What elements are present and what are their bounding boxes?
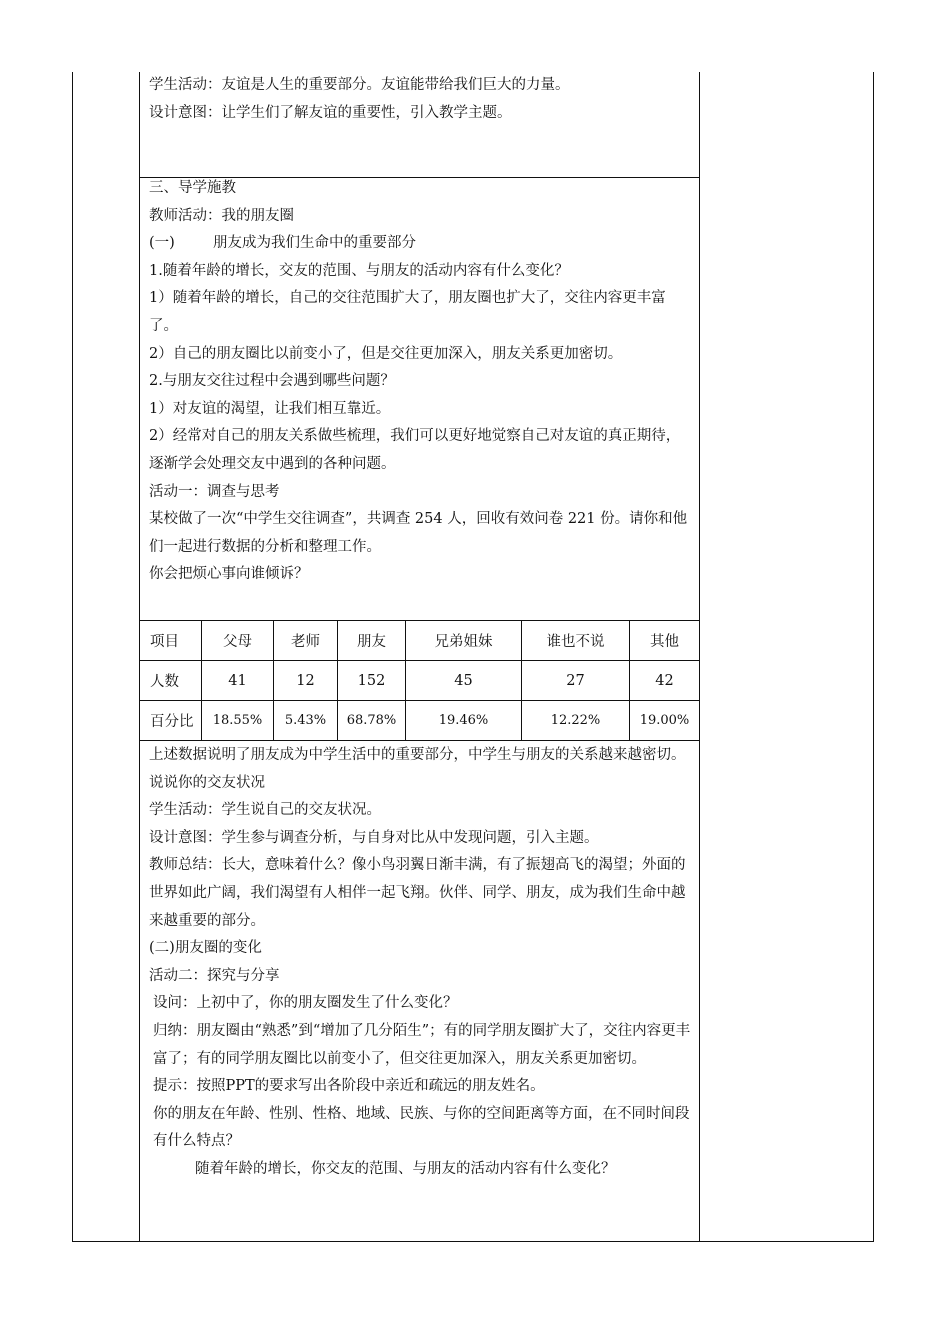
subsection-text: 朋友成为我们生命中的重要部分 xyxy=(213,235,416,252)
table-header-cell: 谁也不说 xyxy=(522,621,630,661)
table-header-cell: 其他 xyxy=(630,621,700,661)
table-header-cell: 朋友 xyxy=(338,621,406,661)
section-analysis xyxy=(149,742,693,1184)
table-cell: 人数 xyxy=(140,661,202,701)
table-cell: 42 xyxy=(630,661,700,701)
table-header-cell: 父母 xyxy=(202,621,274,661)
lesson-plan-table xyxy=(72,72,874,1242)
table-cell: 12.22% xyxy=(522,701,630,741)
survey-table xyxy=(139,620,700,741)
survey-intro: 某校做了一次“中学生交往调查”，共调查 254 人，回收有效问卷 221 份。请你和他们一起进行数据的分析和整理工作。 xyxy=(149,511,688,555)
table-header-row xyxy=(140,621,700,661)
summary-text: 归纳：朋友圈由“熟悉”到“增加了几分陌生”；有的同学朋友圈扩大了，交往内容更丰富了；有的同学朋友圈比以前变小了，但交往更加深入，朋友关系更加密切。 xyxy=(153,1022,691,1067)
student-activity-line: 学生活动：友谊是人生的重要部分。友谊能带给我们巨大的力量。 xyxy=(149,77,570,93)
table-cell: 68.78% xyxy=(338,701,406,741)
table-header-cell: 老师 xyxy=(274,621,338,661)
design-intent-line: 设计意图：让学生们了解友谊的重要性，引入教学主题。 xyxy=(149,104,512,121)
teacher-summary: 教师总结：长大，意味着什么？像小鸟羽翼日渐丰满，有了振翅高飞的渴望；外面的世界如此广阔，我们渴望有人相伴一起飞翔。伙伴、同学、朋友，成为我们生命中越来越重要的部分。 xyxy=(149,857,686,929)
activity-1-title: 活动一：调查与思考 xyxy=(149,483,280,500)
features-question: 你的朋友在年龄、性别、性格、地域、民族、与你的空间距离等方面，在不同时间段有什么特点？ xyxy=(153,1105,690,1150)
table-row xyxy=(140,701,700,741)
question-1: 1.随着年龄的增长，交友的范围、与朋友的活动内容有什么变化？ xyxy=(149,262,569,279)
data-conclusion: 上述数据说明了朋友成为中学生活中的重要部分，中学生与朋友的关系越来越密切。说说你的交友状况 xyxy=(149,747,686,791)
answer-2-1: 1）对友谊的渴望，让我们相互靠近。 xyxy=(149,400,391,417)
table-cell: 152 xyxy=(338,661,406,701)
answer-1-1: 1）随着年龄的增长，自己的交往范围扩大了，朋友圈也扩大了，交往内容更丰富了。 xyxy=(149,290,666,334)
question-2: 2.与朋友交往过程中会遇到哪些问题？ xyxy=(149,373,395,390)
table-cell: 41 xyxy=(202,661,274,701)
subsection-2-title: (二)朋友圈的变化 xyxy=(149,940,262,957)
table-cell: 27 xyxy=(522,661,630,701)
table-cell: 5.43% xyxy=(274,701,338,741)
table-cell: 百分比 xyxy=(140,701,202,741)
table-cell: 19.46% xyxy=(406,701,522,741)
table-header-cell: 兄弟姐妹 xyxy=(406,621,522,661)
table-row xyxy=(140,661,700,701)
student-activity: 学生活动：学生说自己的交友状况。 xyxy=(149,802,381,819)
subsection-title xyxy=(149,230,693,258)
table-cell: 19.00% xyxy=(630,701,700,741)
activity-2-title: 活动二：探究与分享 xyxy=(149,967,280,984)
answer-2-2: 2）经常对自己的朋友关系做些梳理，我们可以更好地觉察自己对友谊的真正期待，逐渐学会处理交友中遇到的各种问题。 xyxy=(149,428,681,472)
hint-text: 提示：按照PPT的要求写出各阶段中亲近和疏远的朋友姓名。 xyxy=(153,1078,545,1095)
section-intro xyxy=(149,72,693,127)
table-cell: 45 xyxy=(406,661,522,701)
table-cell: 12 xyxy=(274,661,338,701)
subsection-number: (一) xyxy=(149,235,175,252)
design-intent: 设计意图：学生参与调查分析，与自身对比从中发现问题，引入主题。 xyxy=(149,829,599,846)
table-cell: 18.55% xyxy=(202,701,274,741)
survey-question: 你会把烦心事向谁倾诉？ xyxy=(149,566,309,583)
answer-1-2: 2）自己的朋友圈比以前变小了，但是交往更加深入，朋友关系更加密切。 xyxy=(149,345,623,362)
teacher-activity: 教师活动：我的朋友圈 xyxy=(149,207,294,224)
section-guided-teaching xyxy=(149,175,693,589)
change-question: 随着年龄的增长，你交友的范围、与朋友的活动内容有什么变化？ xyxy=(195,1160,616,1177)
table-header-cell: 项目 xyxy=(140,621,202,661)
ask-question: 设问：上初中了，你的朋友圈发生了什么变化？ xyxy=(153,995,458,1012)
section-heading: 三、导学施教 xyxy=(149,180,236,196)
